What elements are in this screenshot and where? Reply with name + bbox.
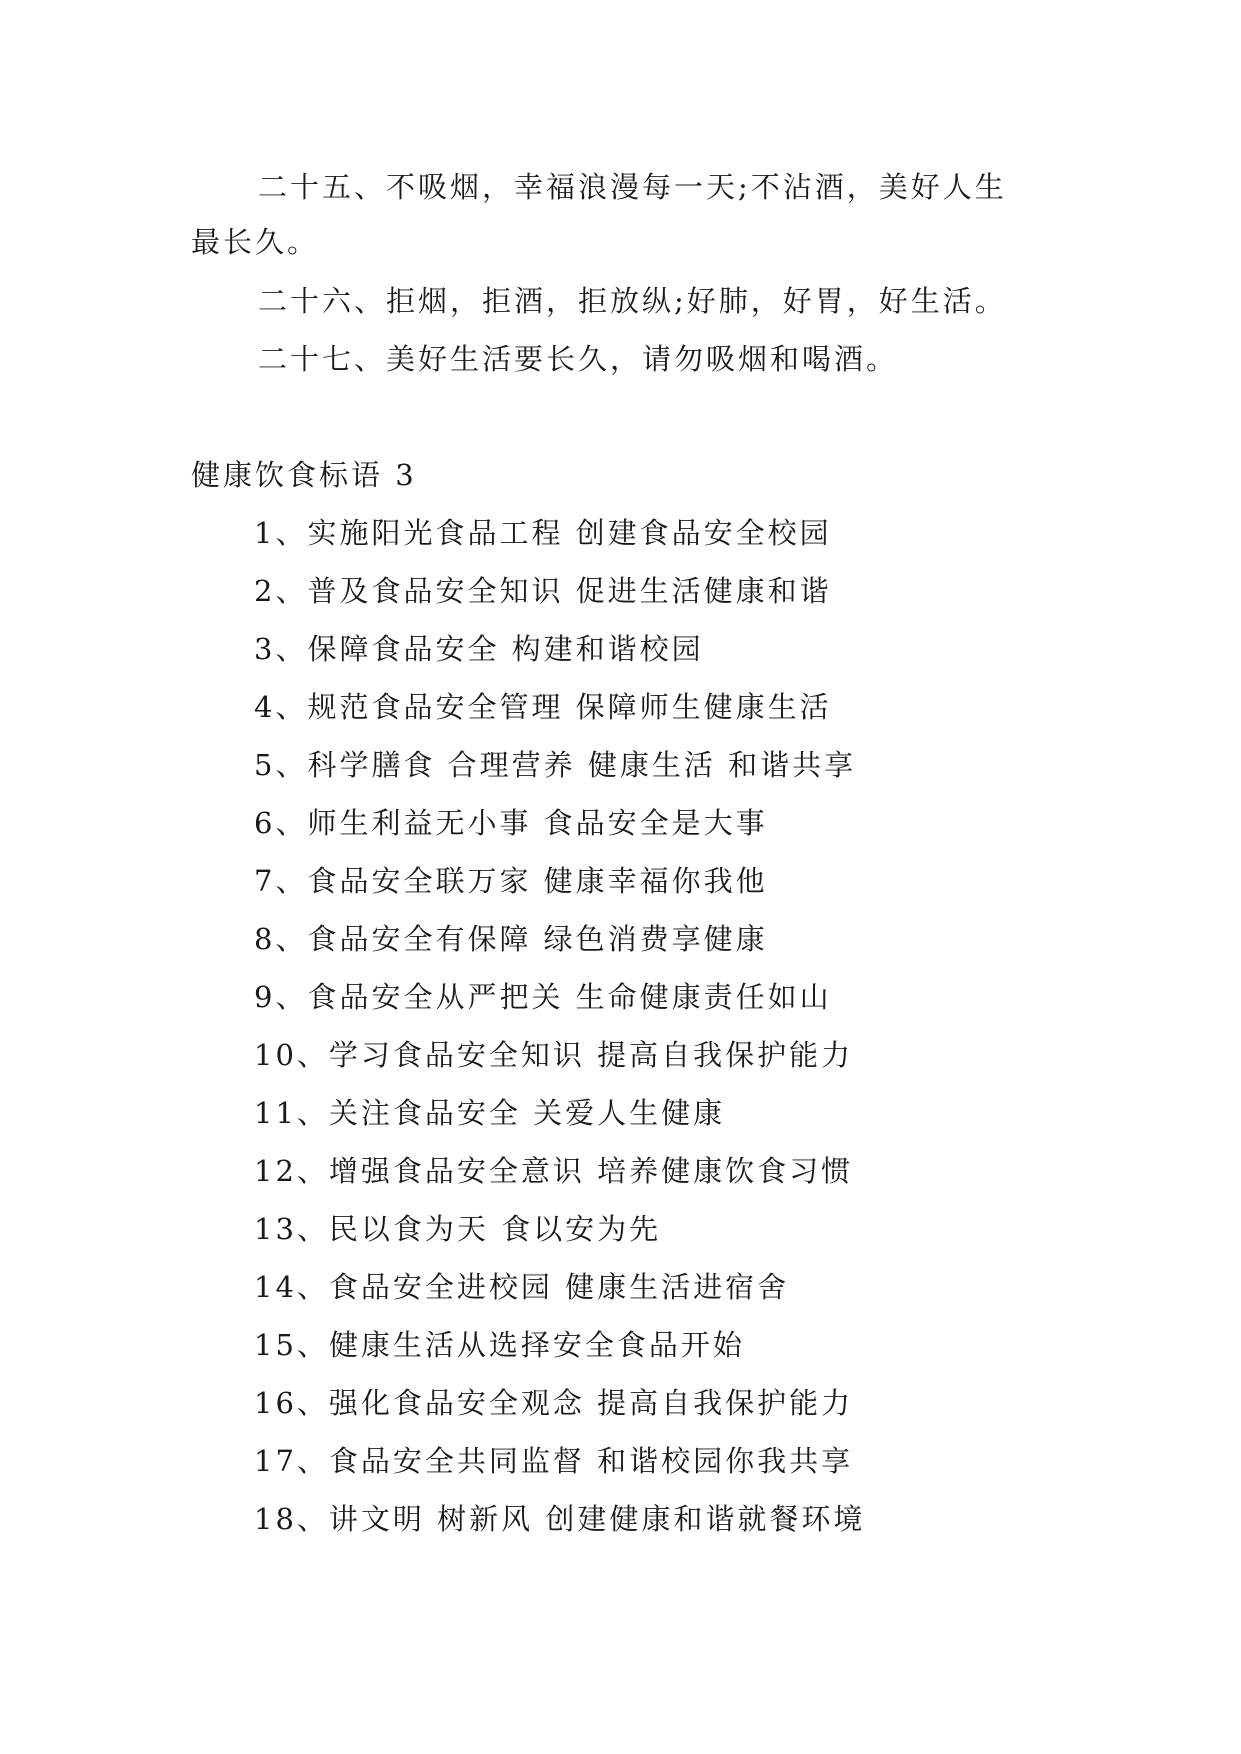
slogan-item: 3、保障食品安全 构建和谐校园	[254, 632, 704, 666]
slogan-item: 11、关注食品安全 关爱人生健康	[254, 1096, 726, 1130]
section-title: 健康饮食标语 3	[191, 458, 417, 492]
slogan-item: 1、实施阳光食品工程 创建食品安全校园	[254, 516, 832, 550]
slogan-item: 4、规范食品安全管理 保障师生健康生活	[254, 690, 832, 724]
slogan-item: 12、增强食品安全意识 培养健康饮食习惯	[254, 1154, 854, 1188]
slogan-item: 6、师生利益无小事 食品安全是大事	[254, 806, 768, 840]
slogan-item: 13、民以食为天 食以安为先	[254, 1212, 662, 1246]
slogan-item: 17、食品安全共同监督 和谐校园你我共享	[254, 1444, 854, 1478]
slogan-item: 18、讲文明 树新风 创建健康和谐就餐环境	[254, 1502, 866, 1536]
paragraph-25-line-2: 最长久。	[191, 225, 320, 259]
slogan-item: 5、科学膳食 合理营养 健康生活 和谐共享	[254, 748, 857, 782]
paragraph-25-line-1: 二十五、不吸烟，幸福浪漫每一天;不沾酒，美好人生	[258, 170, 1007, 204]
paragraph-26: 二十六、拒烟，拒酒，拒放纵;好肺，好胃，好生活。	[258, 284, 1007, 318]
slogan-item: 8、食品安全有保障 绿色消费享健康	[254, 922, 768, 956]
slogan-item: 16、强化食品安全观念 提高自我保护能力	[254, 1386, 854, 1420]
slogan-item: 15、健康生活从选择安全食品开始	[254, 1328, 745, 1362]
slogan-item: 14、食品安全进校园 健康生活进宿舍	[254, 1270, 790, 1304]
slogan-item: 10、学习食品安全知识 提高自我保护能力	[254, 1038, 854, 1072]
paragraph-27: 二十七、美好生活要长久，请勿吸烟和喝酒。	[258, 342, 899, 376]
slogan-item: 2、普及食品安全知识 促进生活健康和谐	[254, 574, 832, 608]
slogan-item: 9、食品安全从严把关 生命健康责任如山	[254, 980, 832, 1014]
slogan-item: 7、食品安全联万家 健康幸福你我他	[254, 864, 768, 898]
